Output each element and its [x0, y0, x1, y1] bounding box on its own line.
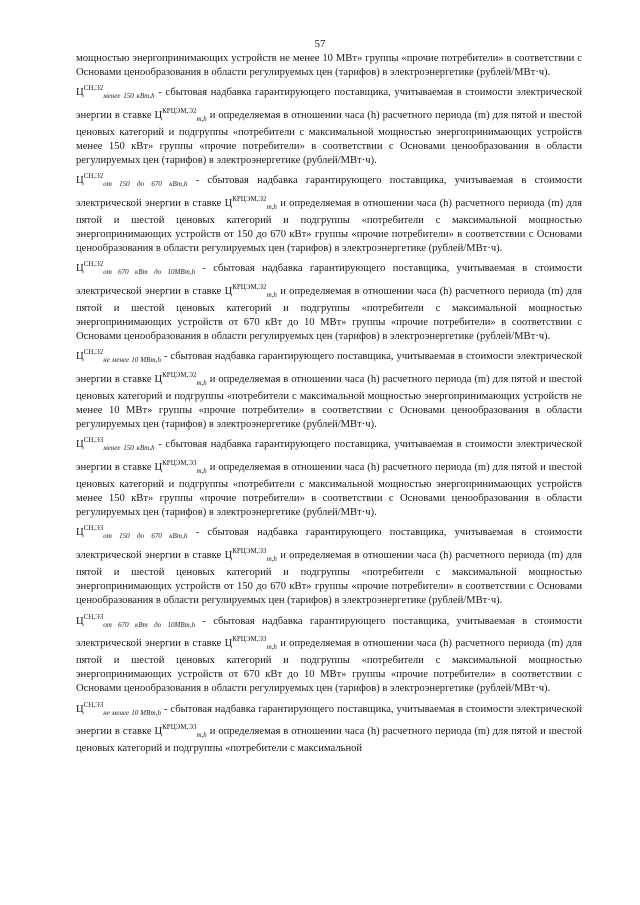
definition-paragraph: [76, 169, 582, 256]
term-symbol: $Ц^{СН,Э3}_{от 670 кВт до 10МВт,h}$: [76, 612, 196, 629]
definition-text-continued: и определяемая в отношении часа (h) расчетного периода (m) для пятой и шестой ценовых категорий и подгруппы «потребители с максимальной мощностью энергопринимающих устройств от 150 до 670 кВт» группы «прочие потребители» в соответствии с Основами ценообразования в области регулируемых цен (тарифов) в электроэнергетике (рублей/МВт·ч).: [76, 549, 582, 607]
rate-symbol: $Ц^{КРЦЭМ,Э2}_{m,h}$: [154, 106, 207, 123]
rate-symbol: $Ц^{КРЦЭМ,Э2}_{m,h}$: [154, 370, 207, 387]
definition-text: - сбытовая надбавка гарантирующего поставщика, учитываемая в стоимости электрической энергии в ставке: [76, 175, 582, 209]
definition-text: - сбытовая надбавка гарантирующего поставщика, учитываемая в стоимости электрической энергии в ставке: [76, 527, 582, 561]
term-symbol: $Ц^{СН,Э3}_{менее 150 кВт,h}$: [76, 436, 155, 453]
definition-text-continued: и определяемая в отношении часа (h) расчетного периода (m) для пятой и шестой ценовых категорий и подгруппы «потребители с максимальной: [76, 725, 582, 754]
definition-text-continued: и определяемая в отношении часа (h) расчетного периода (m) для пятой и шестой ценовых категорий и подгруппы «потребители с максимальной мощностью энергопринимающих устройств от 670 кВт до 10 МВт» группы «прочие потребители» в соответствии с Основами ценообразования в области регулируемых цен (тарифов) в электроэнергетике (рублей/МВт·ч).: [76, 637, 582, 695]
definition-paragraph: [76, 257, 582, 344]
definition-text: - сбытовая надбавка гарантирующего поставщика, учитываемая в стоимости электрической энергии в ставке: [76, 263, 582, 297]
term-symbol: $Ц^{СН,Э2}_{от 670 кВт до 10МВт,h}$: [76, 260, 196, 277]
definition-paragraph: [76, 610, 582, 697]
definition-paragraph: [76, 698, 582, 757]
definition-text: - сбытовая надбавка гарантирующего поставщика, учитываемая в стоимости электрической энергии в ставке: [76, 703, 582, 737]
definition-text-continued: и определяемая в отношении часа (h) расчетного периода (m) для пятой и шестой ценовых категорий и подгруппы «потребители с максимальной мощностью энергопринимающих устройств не менее 10 МВт» группы «прочие потребители» в соответствии с Основами ценообразования в области регулируемых цен (тарифов) в электроэнергетике (рублей/МВт·ч).: [76, 373, 582, 431]
definition-text: - сбытовая надбавка гарантирующего поставщика, учитываемая в стоимости электрической энергии в ставке: [76, 87, 582, 121]
definition-text-continued: и определяемая в отношении часа (h) расчетного периода (m) для пятой и шестой ценовых категорий и подгруппы «потребители с максимальной мощностью энергопринимающих устройств от 670 кВт до 10 МВт» группы «прочие потребители» в соответствии с Основами ценообразования в области регулируемых цен (тарифов) в электроэнергетике (рублей/МВт·ч).: [76, 285, 582, 343]
term-symbol: $Ц^{СН,Э2}_{не менее 10 МВт,h}$: [76, 348, 161, 365]
term-symbol: $Ц^{СН,Э2}_{от 150 до 670 кВт,h}$: [76, 172, 188, 189]
definition-paragraph: [76, 81, 582, 168]
term-symbol: $Ц^{СН,Э3}_{от 150 до 670 кВт,h}$: [76, 524, 188, 541]
definition-text-continued: и определяемая в отношении часа (h) расчетного периода (m) для пятой и шестой ценовых категорий и подгруппы «потребители с максимальной мощностью энергопринимающих устройств от 150 до 670 кВт» группы «прочие потребители» в соответствии с Основами ценообразования в области регулируемых цен (тарифов) в электроэнергетике (рублей/МВт·ч).: [76, 197, 582, 255]
definition-text: - сбытовая надбавка гарантирующего поставщика, учитываемая в стоимости электрической энергии в ставке: [76, 615, 582, 649]
definition-text-continued: и определяемая в отношении часа (h) расчетного периода (m) для пятой и шестой ценовых категорий и подгруппы «потребители с максимальной мощностью энергопринимающих устройств менее 150 кВт» группы «прочие потребители» в соответствии с Основами ценообразования в области регулируемых цен (тарифов) в электроэнергетике (рублей/МВт·ч).: [76, 461, 582, 519]
rate-symbol: $Ц^{КРЦЭМ,Э2}_{m,h}$: [224, 194, 277, 211]
definition-text-continued: и определяемая в отношении часа (h) расчетного периода (m) для пятой и шестой ценовых категорий и подгруппы «потребители с максимальной мощностью энергопринимающих устройств менее 150 кВт» группы «прочие потребители» в соответствии с Основами ценообразования в области регулируемых цен (тарифов) в электроэнергетике (рублей/МВт·ч).: [76, 109, 582, 167]
definition-paragraph: [76, 345, 582, 432]
definition-text: - сбытовая надбавка гарантирующего поставщика, учитываемая в стоимости электрической энергии в ставке: [76, 351, 582, 385]
rate-symbol: $Ц^{КРЦЭМ,Э3}_{m,h}$: [224, 634, 277, 651]
rate-symbol: $Ц^{КРЦЭМ,Э2}_{m,h}$: [224, 282, 277, 299]
definition-paragraph: [76, 433, 582, 520]
term-symbol: $Ц^{СН,Э2}_{менее 150 кВт,h}$: [76, 84, 155, 101]
rate-symbol: $Ц^{КРЦЭМ,Э3}_{m,h}$: [154, 722, 207, 739]
rate-symbol: $Ц^{КРЦЭМ,Э3}_{m,h}$: [154, 458, 207, 475]
definition-text: - сбытовая надбавка гарантирующего поставщика, учитываемая в стоимости электрической энергии в ставке: [76, 439, 582, 473]
term-symbol: $Ц^{СН,Э3}_{не менее 10 МВт,h}$: [76, 700, 161, 717]
first-fragment: мощностью энергопринимающих устройств не менее 10 МВт» группы «прочие потребители» в соответствии с Основами ценообразования в области регулируемых цен (тарифов) в электроэнергетике (рублей/МВт·ч).: [76, 53, 582, 79]
rate-symbol: $Ц^{КРЦЭМ,Э3}_{m,h}$: [224, 546, 277, 563]
page-body: [76, 52, 582, 757]
definition-paragraph: [76, 521, 582, 608]
page-number: 57: [314, 38, 326, 50]
